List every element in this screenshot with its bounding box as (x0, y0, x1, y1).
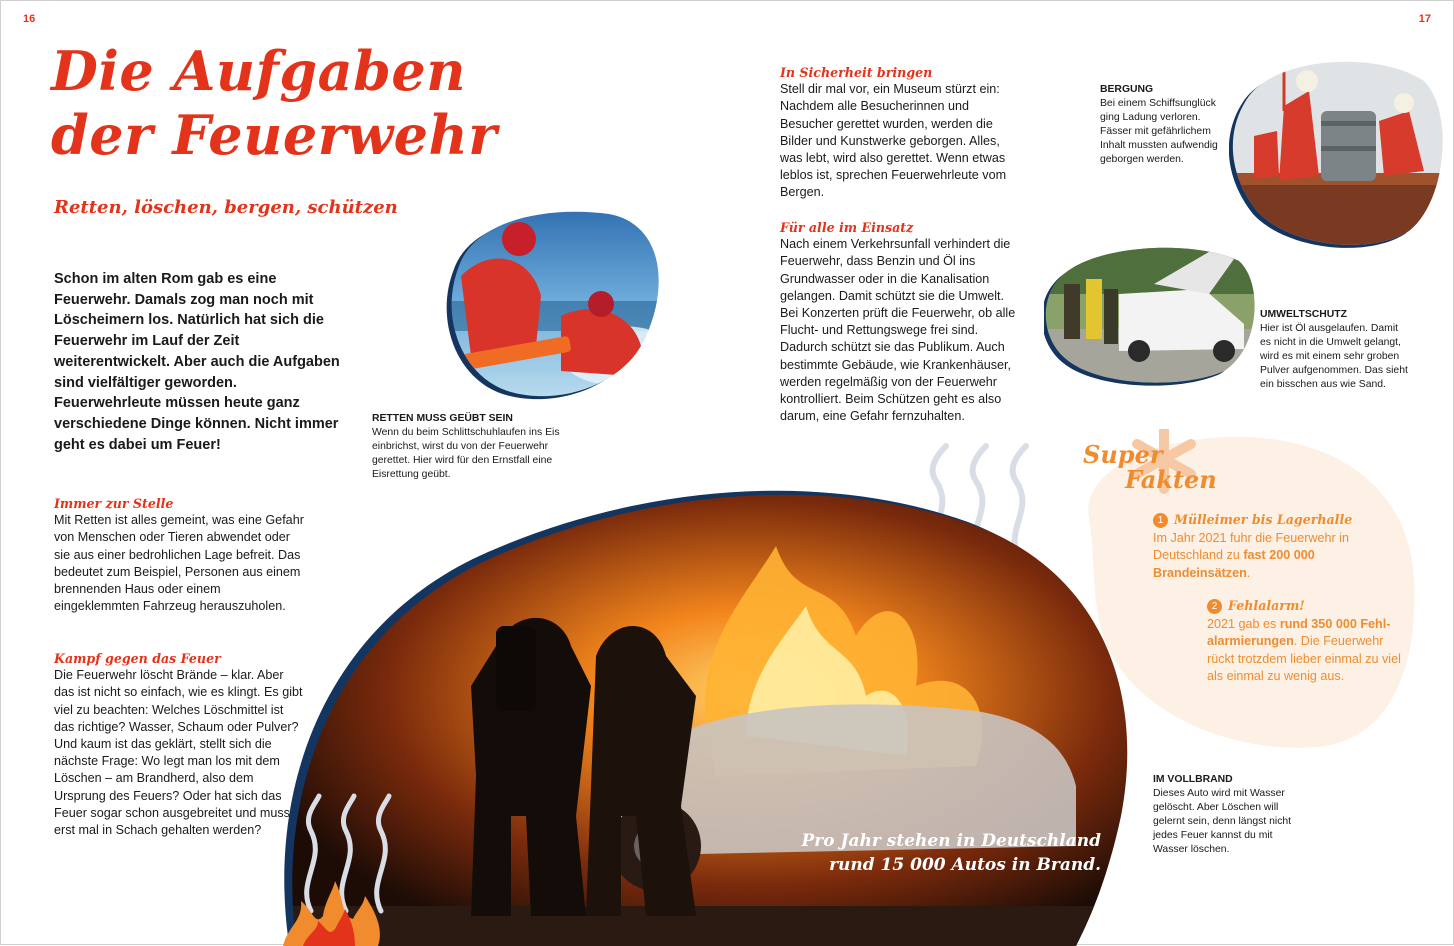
fact-text-pre: 2021 gab es (1207, 616, 1280, 631)
section-heading: In Sicherheit bringen (780, 65, 933, 80)
superfakt-1 (1153, 511, 1378, 582)
page-number-right: 17 (1418, 13, 1431, 25)
caption-eisrettung (372, 412, 582, 482)
fact-text-bold: fast 200 000 Brandeinsätzen (1153, 548, 1315, 580)
section-heading: Für alle im Einsatz (780, 220, 914, 235)
fire-statistic-line-2: rund 15 000 Autos in Brand. (829, 855, 1101, 875)
caption-bergung (1100, 83, 1235, 167)
umweltschutz-photo (1044, 239, 1256, 387)
caption-heading: BERGUNG (1100, 84, 1154, 95)
section-text: Nach einem Verkehrsunfall verhindert die Feuerwehr, dass Benzin und Öl ins Grundwasser oder in die Kanalisation gelangen. Damit schützt sie die Umwelt. Bei Konzerten prüft die Feuerwehr, ob alle Flucht- und Rettungswege frei sind. Dadurch schützt sie das Publikum. Auch bestimmte Gebäude, wie Krankenhäuser, werden regelmäßig von der Feuerwehr kontrolliert. Beim Schützen geht es also darum, eine Gefahr fernzuhalten. (780, 237, 1016, 424)
fact-text-pre: Im Jahr 2021 fuhr die Feuerwehr in Deutschland zu (1153, 530, 1350, 562)
caption-vollbrand (1153, 773, 1303, 857)
caption-text: Hier ist Öl ausgelaufen. Damit es nicht in die Umwelt gelangt, wird es mit einem sehr groben Pulver aufgenommen. Das sieht ein bisschen aus wie Sand. (1260, 323, 1408, 390)
fact-title: Fehlalarm! (1228, 598, 1305, 613)
fact-number: 2 (1207, 599, 1222, 614)
caption-heading: IM VOLLBRAND (1153, 774, 1233, 785)
section-heading: Immer zur Stelle (54, 496, 174, 511)
bergung-photo (1229, 51, 1447, 249)
title-line-2: der Feuerwehr (51, 103, 498, 167)
fire-statistic-overlay (761, 829, 1101, 877)
page-title (51, 39, 521, 167)
caption-heading: RETTEN MUSS GEÜBT SEIN (372, 413, 513, 424)
section-kampf-gegen-feuer (54, 650, 306, 839)
fact-title: Mülleimer bis Lagerhalle (1174, 512, 1353, 527)
superfakten-title-word2: Fakten (1125, 465, 1217, 494)
caption-text: Bei einem Schiffsunglück ging Ladung verloren. Fässer mit gefährlichem Inhalt mussten aufwendig geborgen werden. (1100, 98, 1218, 165)
section-heading: Kampf gegen das Feuer (54, 651, 221, 666)
caption-heading: UMWELTSCHUTZ (1260, 309, 1347, 320)
ice-rescue-photo (441, 206, 666, 406)
title-line-1: Die Aufgaben (51, 39, 467, 103)
fact-text-bold: rund 350 000 Fehlalarmierungen (1207, 616, 1391, 648)
page-subtitle: Retten, löschen, bergen, schützen (54, 197, 398, 218)
section-fuer-alle-im-einsatz (780, 219, 1022, 425)
section-in-sicherheit-bringen (780, 64, 1022, 202)
caption-text: Wenn du beim Schlittschuhlaufen ins Eis einbrichst, wirst du von der Feuerwehr gerettet. Hier wird für den Ernstfall eine Eisrettung geübt. (372, 427, 560, 480)
fire-statistic-line-1: Pro Jahr stehen in Deutschland (801, 831, 1101, 851)
page-number-left: 16 (23, 13, 36, 25)
caption-text: Dieses Auto wird mit Wasser gelöscht. Aber Löschen will gelernt sein, denn längst nicht jedes Feuer kannst du mit Wasser löschen. (1153, 788, 1292, 855)
caption-umweltschutz (1260, 308, 1410, 392)
flame-icon (283, 881, 383, 946)
fact-text-post: . (1246, 565, 1251, 580)
fact-text-post: . Die Feuerwehr rückt trotzdem lieber einmal zu viel als einmal zu wenig aus. (1207, 634, 1401, 683)
section-text: Mit Retten ist alles gemeint, was eine Gefahr von Menschen oder Tieren abwendet oder sie aus einer bedrohlichen Lage befreit. Das bedeutet zum Beispiel, Personen aus einem brennenden Haus oder einem eingeklemmten Fahrzeug herauszuholen. (54, 513, 304, 614)
superfakten-background (1069, 429, 1419, 749)
superfakten-title-word1: Super (1083, 440, 1163, 469)
intro-paragraph: Schon im alten Rom gab es eine Feuerwehr. Damals zog man noch mit Löscheimern los. Natürlich hat sich die Feuerwehr im Lauf der Zeit weiterentwickelt. Aber auch die Aufgaben sind vielfältiger geworden. Feuerwehrleute müssen heute ganz verschiedene Dinge können. Nicht immer geht es dabei um Feuer! (54, 271, 340, 453)
section-text: Stell dir mal vor, ein Museum stürzt ein: Nachdem alle Besucherinnen und Besucher gerettet wurden, werden die Bilder und Kunstwerke geborgen. Alles, was lebt, wird also gerettet. Wenn etwas leblos ist, sprechen Feuerwehrleute vom Bergen. (780, 82, 1007, 200)
section-immer-zur-stelle (54, 495, 306, 615)
fact-number: 1 (1153, 513, 1168, 528)
section-text: Die Feuerwehr löscht Brände – klar. Aber das ist nicht so einfach, wie es klingt. Es gibt viel zu beachten: Welches Löschmittel ist das richtige? Wasser, Schaum oder Pulver? Und kaum ist das geklärt, stellt sich die nächste Frage: Wo legt man los mit dem Löschen – am Brandherd, also dem Ursprung des Feuers? Oder hat sich das Feuer sogar schon ausgebreitet und muss erst mal in Schach gehalten werden? (54, 668, 303, 838)
superfakt-2 (1207, 597, 1407, 686)
